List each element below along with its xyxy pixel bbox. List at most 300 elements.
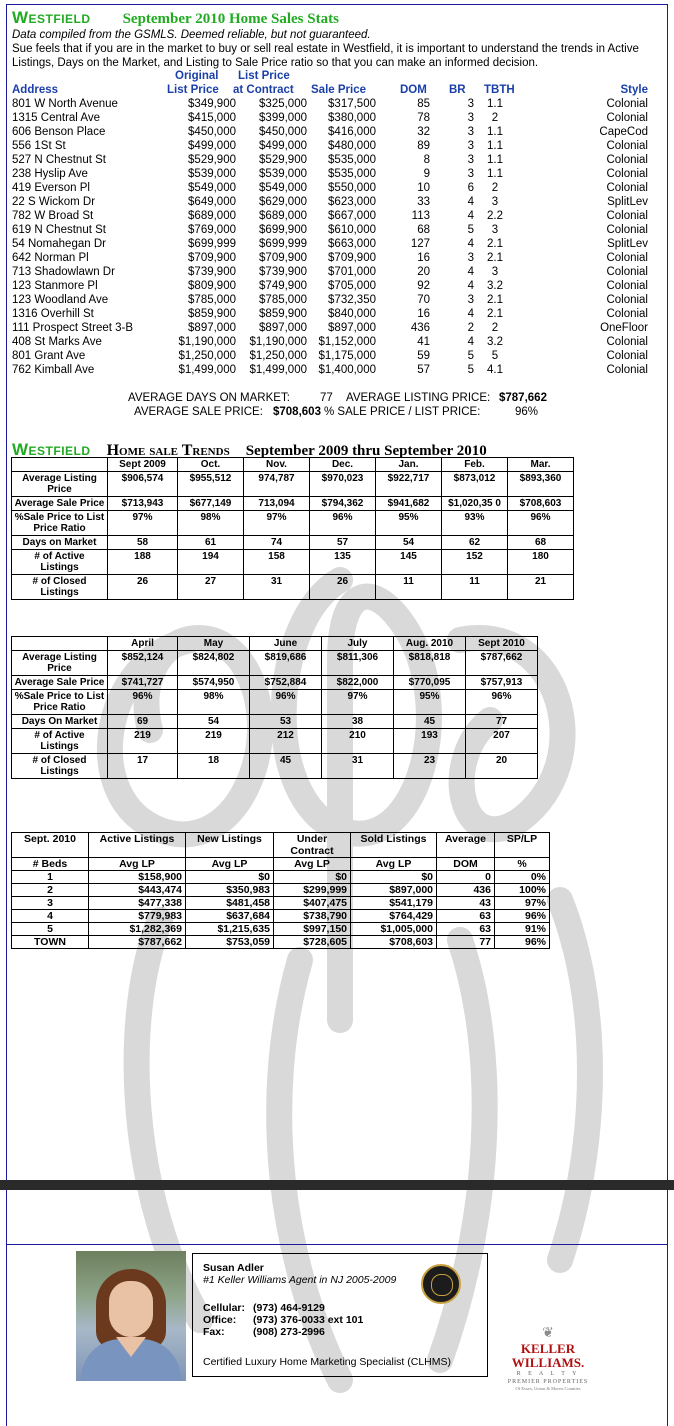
agent-card (6, 1244, 668, 1426)
listing-br: 3 (467, 98, 474, 110)
trends-table-2-corner (12, 637, 108, 651)
listing-sp: $705,000 (328, 280, 376, 292)
listing-sp: $709,900 (328, 252, 376, 264)
beds-header: Sept. 2010 (12, 833, 89, 858)
listing-dom: 57 (417, 364, 430, 376)
listing-sp: $380,000 (328, 112, 376, 124)
listing-sp: $550,000 (328, 182, 376, 194)
beds-subheader: Avg LP (186, 858, 274, 871)
listing-sp: $1,152,000 (318, 336, 376, 348)
beds-header: SP/LP (495, 833, 550, 858)
col-sale-price: Sale Price (311, 84, 366, 96)
trends-label: Home sale Trends (106, 442, 230, 459)
listing-sp: $317,500 (328, 98, 376, 110)
trend-cell: $741,727 (108, 676, 178, 690)
trend-row (12, 715, 538, 729)
month-header: Feb. (442, 458, 508, 472)
trend-cell: 27 (178, 575, 244, 600)
listing-tbth: 1.1 (487, 98, 503, 110)
trend-cell: 212 (250, 729, 322, 754)
listing-dom: 9 (423, 168, 430, 180)
listing-row (12, 265, 662, 279)
listing-br: 4 (467, 196, 474, 208)
beds-cell: $787,662 (89, 936, 186, 949)
listing-style: Colonial (606, 98, 648, 110)
trend-row-label: # of Closed Listings (12, 754, 108, 779)
trend-cell: 17 (108, 754, 178, 779)
trend-cell: 77 (466, 715, 538, 729)
col-lpc-top: List Price (238, 70, 290, 82)
listing-br: 4 (467, 336, 474, 348)
trend-row-label: # of Active Listings (12, 550, 108, 575)
listing-br: 4 (467, 266, 474, 278)
trend-row (12, 651, 538, 676)
listing-style: Colonial (606, 266, 648, 278)
trend-cell: 54 (376, 536, 442, 550)
listing-row (12, 237, 662, 251)
listing-dom: 8 (423, 154, 430, 166)
trend-cell: $941,682 (376, 497, 442, 511)
trend-cell: 68 (508, 536, 574, 550)
trend-cell: 180 (508, 550, 574, 575)
beds-cell: 96% (495, 910, 550, 923)
col-dom: DOM (400, 84, 427, 96)
listing-dom: 78 (417, 112, 430, 124)
listing-tbth: 3.2 (487, 280, 503, 292)
beds-cell: $350,983 (186, 884, 274, 897)
trend-cell: 193 (394, 729, 466, 754)
listing-style: Colonial (606, 252, 648, 264)
trend-cell: 26 (108, 575, 178, 600)
kw-realty: R E A L T Y (516, 1371, 580, 1377)
avg-list-label: AVERAGE LISTING PRICE: (346, 392, 491, 404)
trend-row (12, 676, 538, 690)
trend-cell: 54 (178, 715, 250, 729)
trend-row (12, 754, 538, 779)
listing-tbth: 3 (491, 224, 499, 236)
fax-number: (908) 273-2996 (253, 1326, 325, 1338)
listing-row (12, 125, 662, 139)
beds-row (12, 884, 550, 897)
listings-table (12, 69, 662, 377)
listing-tbth: 2.1 (487, 294, 503, 306)
beds-cell: $477,338 (89, 897, 186, 910)
listing-dom: 127 (410, 238, 430, 250)
listing-style: Colonial (606, 350, 648, 362)
beds-cell: $753,059 (186, 936, 274, 949)
beds-row (12, 923, 550, 936)
beds-subheader: # Beds (12, 858, 89, 871)
listing-row (12, 223, 662, 237)
listing-row (12, 293, 662, 307)
listing-row (12, 139, 662, 153)
listing-lpc: $749,900 (259, 280, 307, 292)
listing-style: Colonial (606, 140, 648, 152)
listing-lpc: $450,000 (259, 126, 307, 138)
listing-tbth: 2.2 (487, 210, 503, 222)
listing-address: 713 Shadowlawn Dr (12, 266, 115, 278)
listing-lpc: $699,900 (259, 224, 307, 236)
trend-cell: 219 (108, 729, 178, 754)
beds-count: 1 (12, 871, 89, 884)
listing-dom: 32 (417, 126, 430, 138)
listing-br: 3 (467, 154, 474, 166)
listing-olp: $785,000 (188, 294, 236, 306)
trend-row-label: Average Sale Price (12, 676, 108, 690)
fax-line (203, 1326, 477, 1338)
trend-cell: 145 (376, 550, 442, 575)
listing-dom: 41 (417, 336, 430, 348)
listing-tbth: 2 (491, 182, 499, 194)
listing-dom: 70 (417, 294, 430, 306)
listing-row (12, 349, 662, 363)
trend-cell: 58 (108, 536, 178, 550)
disclaimer: Data compiled from the GSMLS. Deemed reliable, but not guaranteed. (12, 29, 371, 41)
listing-address: 238 Hyslip Ave (12, 168, 88, 180)
listing-address: 123 Woodland Ave (12, 294, 109, 306)
trends-range: September 2009 thru September 2010 (245, 443, 487, 459)
listing-address: 408 St Marks Ave (12, 336, 102, 348)
trend-row-label: # of Closed Listings (12, 575, 108, 600)
listing-lpc: $1,250,000 (249, 350, 307, 362)
listing-address: 123 Stanmore Pl (12, 280, 98, 292)
beds-cell: $738,790 (274, 910, 351, 923)
trend-row-label: # of Active Listings (12, 729, 108, 754)
month-header: Dec. (310, 458, 376, 472)
listing-style: Colonial (606, 154, 648, 166)
trend-cell: 31 (244, 575, 310, 600)
trend-cell: 96% (310, 511, 376, 536)
month-header: Oct. (178, 458, 244, 472)
trend-cell: 93% (442, 511, 508, 536)
listing-address: 782 W Broad St (12, 210, 94, 222)
trend-cell: 11 (376, 575, 442, 600)
trend-cell: 194 (178, 550, 244, 575)
listing-olp: $709,900 (188, 252, 236, 264)
trend-row (12, 472, 574, 497)
trend-cell: $752,884 (250, 676, 322, 690)
beds-count: 3 (12, 897, 89, 910)
listing-dom: 10 (417, 182, 430, 194)
listing-style: Colonial (606, 336, 648, 348)
listing-br: 3 (467, 252, 474, 264)
listing-tbth: 1.1 (487, 126, 503, 138)
trend-cell: 18 (178, 754, 250, 779)
beds-count: 4 (12, 910, 89, 923)
trends-table-1 (11, 457, 574, 600)
listing-tbth: 2.1 (487, 238, 503, 250)
trend-cell: $574,950 (178, 676, 250, 690)
listing-sp: $535,000 (328, 154, 376, 166)
listing-address: 54 Nomahegan Dr (12, 238, 106, 250)
beds-cell: 96% (495, 936, 550, 949)
listing-olp: $549,000 (188, 182, 236, 194)
trend-cell: 69 (108, 715, 178, 729)
listing-sp: $701,000 (328, 266, 376, 278)
listing-br: 3 (467, 294, 474, 306)
trend-cell: 135 (310, 550, 376, 575)
trend-cell: $794,362 (310, 497, 376, 511)
kw-monogram-icon: ❦ (542, 1326, 554, 1341)
trend-cell: 210 (322, 729, 394, 754)
kw-name: KELLER WILLIAMS. (511, 1341, 585, 1370)
listing-sp: $1,400,000 (318, 364, 376, 376)
trend-row (12, 497, 574, 511)
listing-style: SplitLev (607, 196, 648, 208)
listing-dom: 59 (417, 350, 430, 362)
listing-olp: $499,000 (188, 140, 236, 152)
listing-olp: $1,499,000 (178, 364, 236, 376)
avg-ratio-value: 96% (515, 406, 539, 418)
listing-lpc: $859,900 (259, 308, 307, 320)
cell-number[interactable]: (973) 464-9129 (253, 1302, 325, 1314)
listing-lpc: $709,900 (259, 252, 307, 264)
beds-cell: $481,458 (186, 897, 274, 910)
beds-cell: 91% (495, 923, 550, 936)
listing-sp: $667,000 (328, 210, 376, 222)
beds-subheader: Avg LP (274, 858, 351, 871)
listings-header (12, 69, 662, 97)
agent-name: Susan Adler (203, 1262, 264, 1274)
beds-row (12, 897, 550, 910)
trend-cell: 74 (244, 536, 310, 550)
listing-style: Colonial (606, 280, 648, 292)
trend-cell: 20 (466, 754, 538, 779)
listing-dom: 16 (417, 308, 430, 320)
listing-tbth: 2.1 (487, 252, 503, 264)
beds-cell: $0 (186, 871, 274, 884)
trend-cell: $893,360 (508, 472, 574, 497)
beds-cell: $0 (274, 871, 351, 884)
listing-olp: $450,000 (188, 126, 236, 138)
listing-address: 419 Everson Pl (12, 182, 90, 194)
beds-table (11, 832, 550, 949)
trend-cell: 974,787 (244, 472, 310, 497)
listing-br: 5 (467, 224, 474, 236)
listing-row (12, 279, 662, 293)
listing-dom: 89 (417, 140, 430, 152)
agent-tagline: #1 Keller Williams Agent in NJ 2005-2009 (203, 1274, 397, 1286)
listing-lpc: $1,499,000 (249, 364, 307, 376)
beds-cell: $0 (351, 871, 437, 884)
beds-subheader: % (495, 858, 550, 871)
listing-dom: 436 (410, 322, 430, 334)
listing-sp: $623,000 (328, 196, 376, 208)
col-br: BR (449, 84, 466, 96)
listing-sp: $663,000 (328, 238, 376, 250)
listing-br: 5 (467, 350, 474, 362)
beds-cell: $897,000 (351, 884, 437, 897)
beds-cell: $708,603 (351, 936, 437, 949)
beds-cell: 97% (495, 897, 550, 910)
listing-lpc: $699,999 (259, 238, 307, 250)
listing-olp: $529,900 (188, 154, 236, 166)
listing-tbth: 1.1 (487, 154, 503, 166)
avg-ratio-label: % SALE PRICE / LIST PRICE: (324, 406, 481, 418)
trend-cell: $955,512 (178, 472, 244, 497)
listing-br: 3 (467, 112, 474, 124)
month-header: Aug. 2010 (394, 637, 466, 651)
listing-row (12, 335, 662, 349)
averages-block (12, 391, 662, 419)
cell-line (203, 1302, 477, 1314)
beds-cell: 63 (437, 923, 495, 936)
keller-williams-logo (488, 1325, 608, 1392)
office-line (203, 1314, 477, 1326)
listing-olp: $897,000 (188, 322, 236, 334)
listing-style: Colonial (606, 112, 648, 124)
beds-cell: 77 (437, 936, 495, 949)
beds-cell: 43 (437, 897, 495, 910)
trend-cell: 11 (442, 575, 508, 600)
trend-cell: 45 (250, 754, 322, 779)
beds-row (12, 910, 550, 923)
listing-lpc: $785,000 (259, 294, 307, 306)
col-original-bottom: List Price (167, 84, 219, 96)
listing-br: 4 (467, 308, 474, 320)
listing-olp: $739,900 (188, 266, 236, 278)
trend-cell: $677,149 (178, 497, 244, 511)
beds-cell: $728,605 (274, 936, 351, 949)
listing-tbth: 2.1 (487, 308, 503, 320)
trend-row (12, 536, 574, 550)
trend-cell: 97% (108, 511, 178, 536)
listing-row (12, 307, 662, 321)
trend-cell: $757,913 (466, 676, 538, 690)
beds-cell: $299,999 (274, 884, 351, 897)
listing-br: 6 (467, 182, 474, 194)
trend-cell: 96% (250, 690, 322, 715)
trend-cell: 96% (508, 511, 574, 536)
beds-cell: $1,282,369 (89, 923, 186, 936)
month-header: July (322, 637, 394, 651)
trend-cell: $852,124 (108, 651, 178, 676)
listing-br: 3 (467, 126, 474, 138)
trend-cell: 31 (322, 754, 394, 779)
beds-header: Average (437, 833, 495, 858)
listing-row (12, 111, 662, 125)
avg-sale-label: AVERAGE SALE PRICE: (134, 406, 263, 418)
trend-cell: 158 (244, 550, 310, 575)
col-original-top: Original (175, 70, 219, 82)
listing-tbth: 5 (491, 350, 499, 362)
col-style: Style (620, 84, 648, 96)
listing-style: OneFloor (600, 322, 648, 334)
beds-cell: 63 (437, 910, 495, 923)
listing-dom: 92 (417, 280, 430, 292)
cell-label: Cellular: (203, 1302, 246, 1314)
trend-cell: $713,943 (108, 497, 178, 511)
listing-br: 3 (467, 168, 474, 180)
trend-cell: 61 (178, 536, 244, 550)
listing-olp: $1,250,000 (178, 350, 236, 362)
listing-tbth: 2 (491, 112, 499, 124)
avg-dom-value: 77 (320, 392, 333, 404)
listing-address: 1315 Central Ave (12, 112, 101, 124)
trend-cell: 219 (178, 729, 250, 754)
beds-cell: $541,179 (351, 897, 437, 910)
listing-olp: $539,000 (188, 168, 236, 180)
col-lpc-bottom: at Contract (233, 84, 294, 96)
avg-list-value: $787,662 (499, 392, 547, 404)
listing-style: Colonial (606, 210, 648, 222)
avg-sale-value: $708,603 (273, 406, 321, 418)
trend-cell: 23 (394, 754, 466, 779)
listing-style: Colonial (606, 294, 648, 306)
listing-br: 4 (467, 280, 474, 292)
kw-counties: Of Essex, Union & Morris Counties (515, 1386, 581, 1391)
beds-cell: $637,684 (186, 910, 274, 923)
trend-cell: $922,717 (376, 472, 442, 497)
agent-certification: Certified Luxury Home Marketing Specialist (CLHMS) (203, 1356, 451, 1368)
listing-row (12, 195, 662, 209)
beds-subheader: DOM (437, 858, 495, 871)
trend-row-label: Average Sale Price (12, 497, 108, 511)
trends-brand: Westfield (12, 440, 91, 459)
beds-count: 5 (12, 923, 89, 936)
month-header: Mar. (508, 458, 574, 472)
listing-tbth: 4.1 (487, 364, 503, 376)
beds-cell: $158,900 (89, 871, 186, 884)
month-header: June (250, 637, 322, 651)
trend-row (12, 511, 574, 536)
trend-row (12, 690, 538, 715)
trend-row-label: %Sale Price to List Price Ratio (12, 511, 108, 536)
trend-cell: $708,603 (508, 497, 574, 511)
listing-row (12, 181, 662, 195)
listing-dom: 16 (417, 252, 430, 264)
listing-style: Colonial (606, 168, 648, 180)
trend-row (12, 729, 538, 754)
listing-address: 527 N Chestnut St (12, 154, 106, 166)
listing-dom: 20 (417, 266, 430, 278)
listing-sp: $610,000 (328, 224, 376, 236)
avg-dom-label: AVERAGE DAYS ON MARKET: (128, 392, 290, 404)
listing-sp: $840,000 (328, 308, 376, 320)
listing-style: Colonial (606, 224, 648, 236)
trend-cell: 45 (394, 715, 466, 729)
listing-address: 762 Kimball Ave (12, 364, 95, 376)
listing-sp: $480,000 (328, 140, 376, 152)
trend-cell: 95% (376, 511, 442, 536)
month-header: Jan. (376, 458, 442, 472)
listing-tbth: 1.1 (487, 140, 503, 152)
listing-address: 801 W North Avenue (12, 98, 118, 110)
listing-lpc: $539,000 (259, 168, 307, 180)
trend-row (12, 550, 574, 575)
trend-cell: 97% (322, 690, 394, 715)
month-header: April (108, 637, 178, 651)
trend-cell: 57 (310, 536, 376, 550)
listing-lpc: $549,000 (259, 182, 307, 194)
listing-lpc: $529,900 (259, 154, 307, 166)
listing-address: 619 N Chestnut St (12, 224, 106, 236)
trend-cell: $970,023 (310, 472, 376, 497)
listing-row (12, 97, 662, 111)
listing-olp: $689,000 (188, 210, 236, 222)
beds-cell: 100% (495, 884, 550, 897)
listing-address: 22 S Wickom Dr (12, 196, 96, 208)
listing-dom: 85 (417, 98, 430, 110)
listing-dom: 33 (417, 196, 430, 208)
trend-cell: $822,000 (322, 676, 394, 690)
listing-olp: $649,000 (188, 196, 236, 208)
listing-sp: $416,000 (328, 126, 376, 138)
office-number[interactable]: (973) 376-0033 ext 101 (253, 1314, 364, 1326)
listing-br: 4 (467, 210, 474, 222)
beds-cell: 0% (495, 871, 550, 884)
trend-cell: $770,095 (394, 676, 466, 690)
